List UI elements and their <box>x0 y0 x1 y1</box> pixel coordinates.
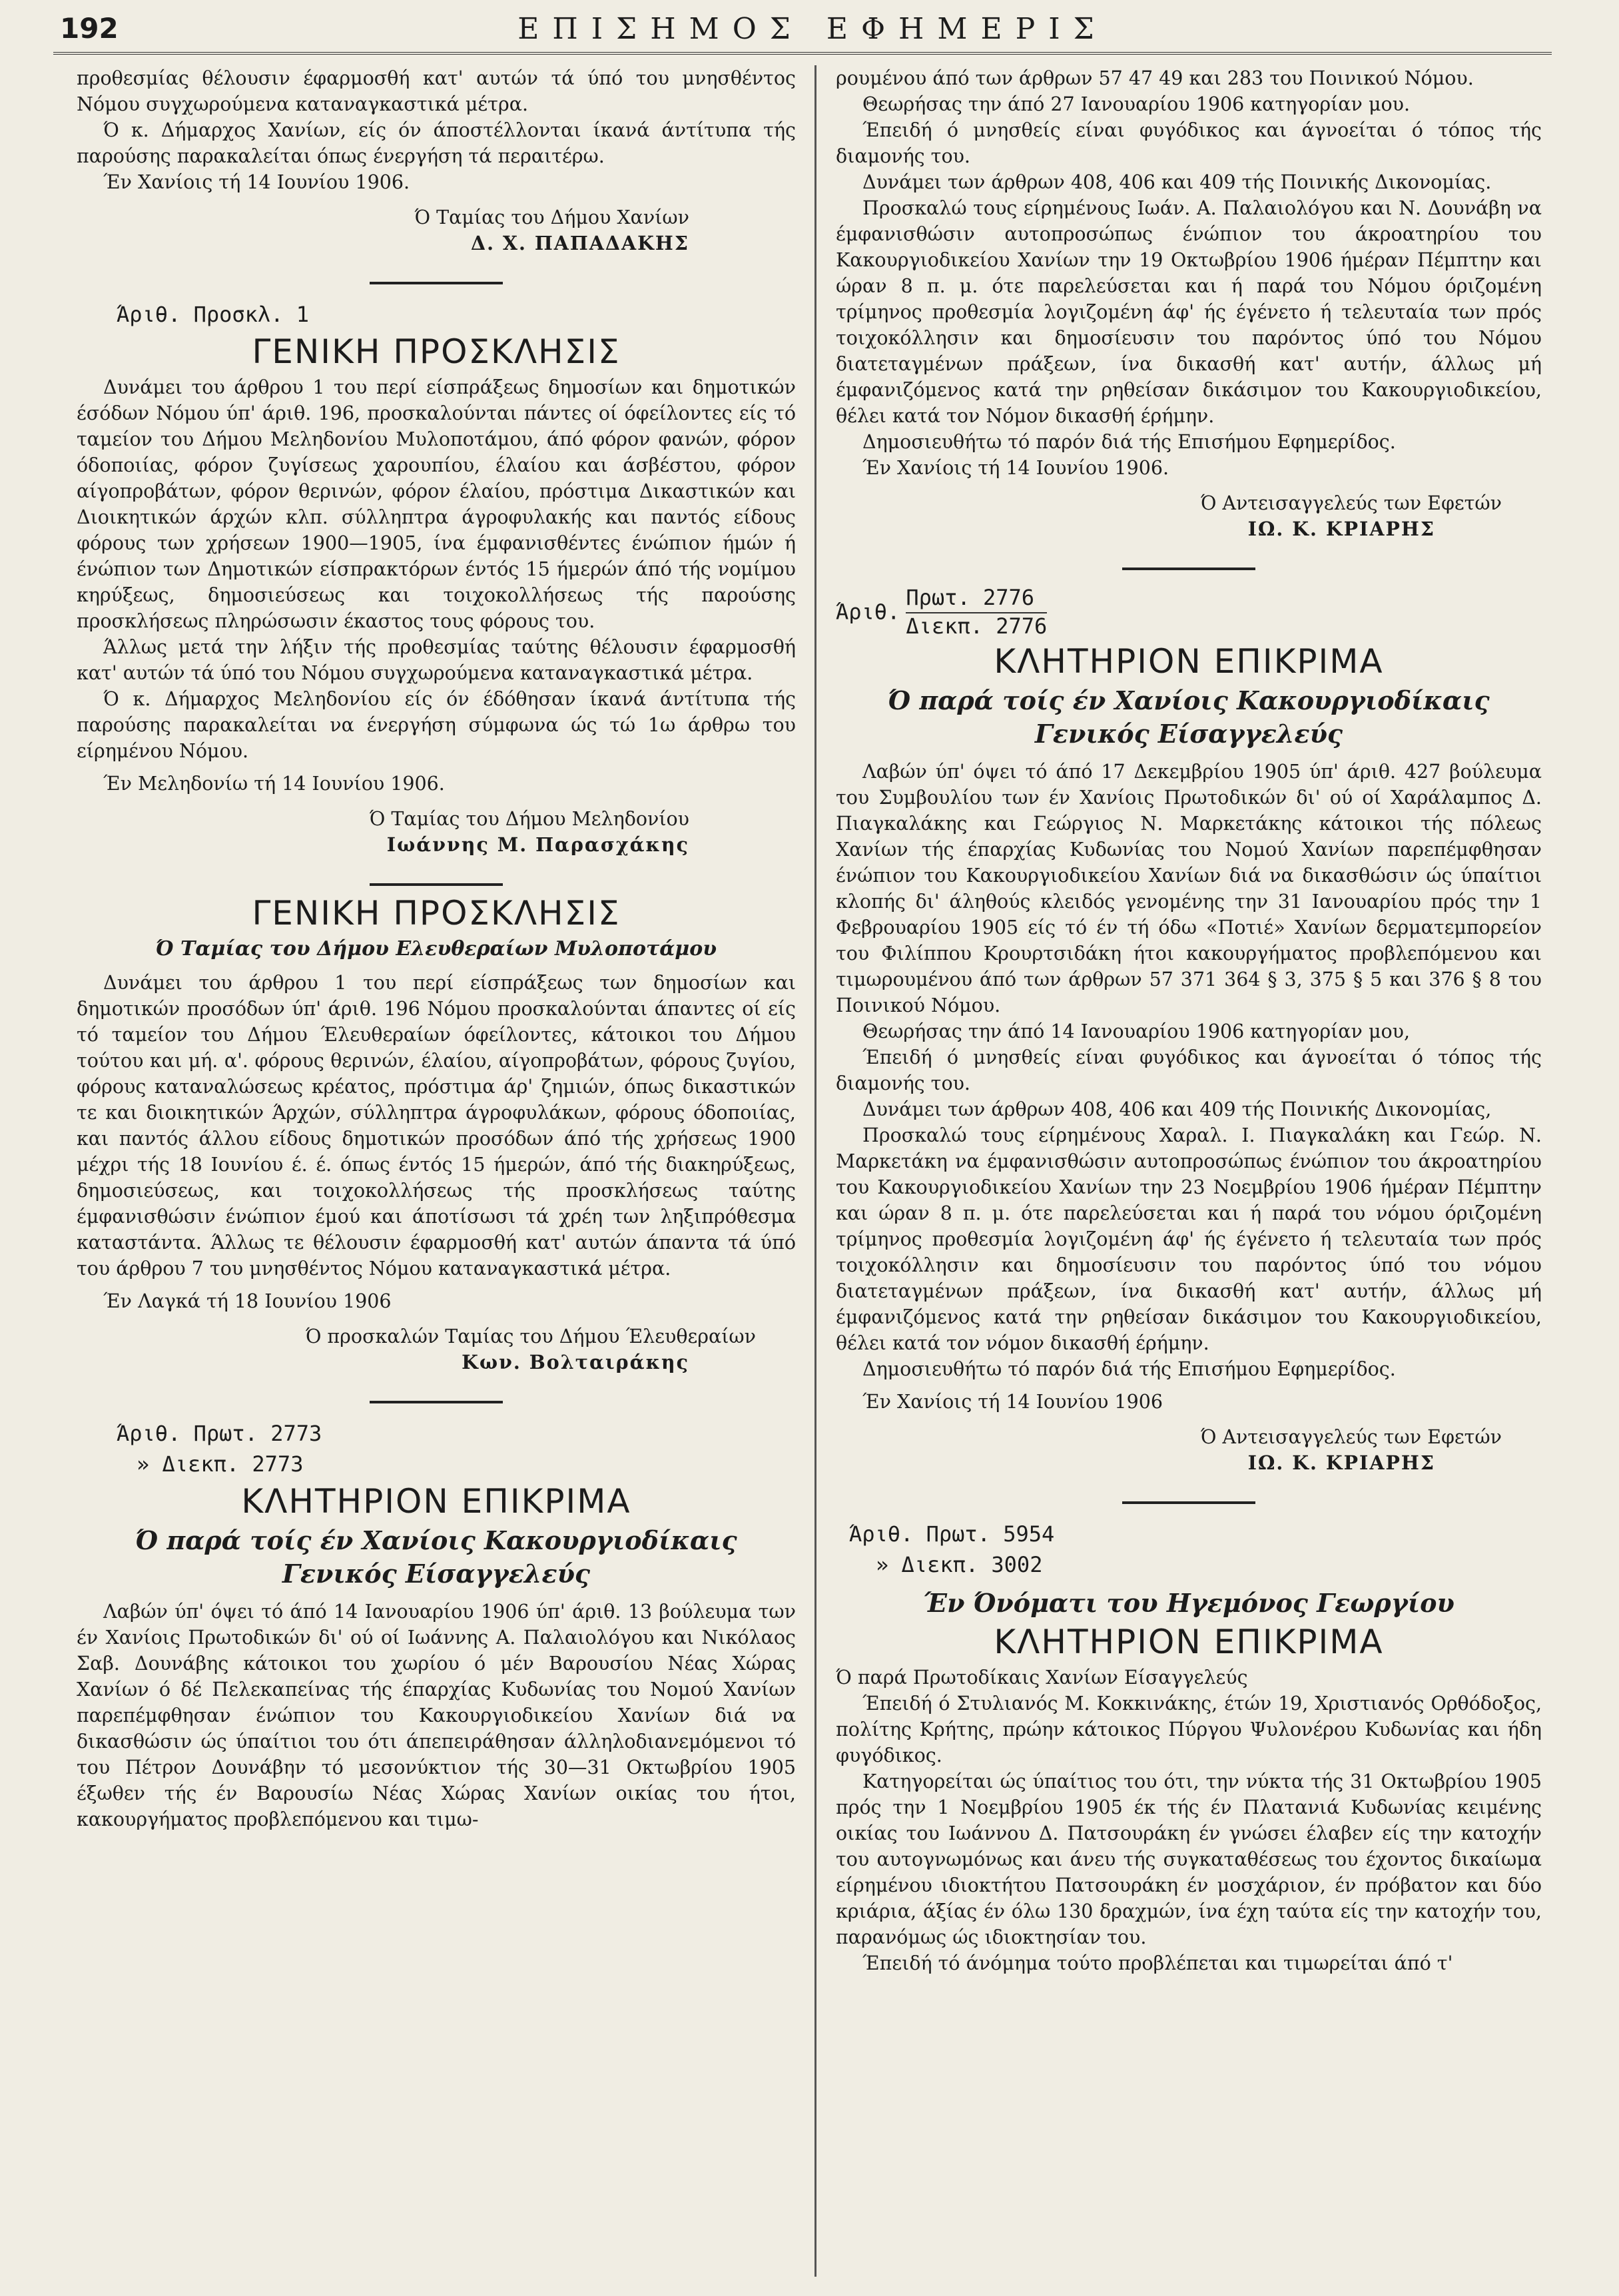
reference-dispatch: » Διεκπ. 3002 <box>876 1552 1043 1577</box>
reference-dispatch: Διεκπ. 2776 <box>906 613 1048 639</box>
signature-name: ΙΩ. Κ. ΚΡΙΑΡΗΣ <box>1247 1451 1435 1474</box>
signature-role: Ό προσκαλών Ταμίας του Δήμου Έλευθεραίων <box>305 1326 756 1347</box>
section-divider <box>370 1401 503 1403</box>
reference-protocol: Άριθ. Πρωτ. 2773 <box>117 1421 322 1446</box>
paragraph: Ό κ. Δήμαρχος Μεληδονίου είς όν έδόθησαν ίκανά άντίτυπα τής παρούσης παρακαλείται να ένεργήση σύμφωνα ώς τώ 1ω άρθρω του είρημένου Νόμου. <box>77 688 796 762</box>
paragraph: προθεσμίας θέλουσιν έφαρμοσθή κατ' αυτών τά ύπό του μνησθέντος Νόμου συγχωρούμενα καταναγκαστικά μέτρα. <box>77 67 796 115</box>
paragraph: Δημοσιευθήτω τό παρόν διά τής Επισήμου Εφημερίδος. <box>862 1358 1396 1380</box>
signature-name: Ιωάννης Μ. Παρασχάκης <box>386 833 689 856</box>
paragraph: Δυνάμει των άρθρων 408, 406 και 409 τής Ποινικής Δικονομίας, <box>862 1098 1492 1120</box>
signature-role: Ό Ταμίας του Δήμου Μεληδονίου <box>369 808 689 830</box>
notice-subtitle: Ό παρά τοίς έν Χανίοις Κακουργιοδίκαις <box>888 685 1490 715</box>
section-divider <box>1122 1501 1255 1504</box>
notice-title: ΚΛΗΤΗΡΙΟΝ ΕΠΙΚΡΙΜΑ <box>241 1482 631 1521</box>
notice-title: ΓΕΝΙΚΗ ΠΡΟΣΚΛΗΣΙΣ <box>252 894 621 933</box>
signature-name: Δ. Χ. ΠΑΠΑΔΑΚΗΣ <box>470 232 689 254</box>
date-line: Έν Χανίοις τή 14 Ιουνίου 1906. <box>103 171 410 193</box>
page-header <box>47 7 1578 53</box>
notice-title: ΓΕΝΙΚΗ ΠΡΟΣΚΛΗΣΙΣ <box>252 332 621 371</box>
reference-label: Άριθ. <box>836 599 900 625</box>
reference-protocol: Άριθ. Πρωτ. 5954 <box>849 1521 1055 1547</box>
paragraph: Προσκαλώ τους είρημένους Ιωάν. Α. Παλαιολόγου και Ν. Δουνάβη να έμφανισθώσιν αυτοπροσώπως ένώπιον του άκροατηρίου του Κακουργιοδικείου Χανίων την 19 Οκτωβρίου 1906 ήμέραν Πέμπτην και ώραν 8 π. μ. ότε παρελεύσεται και ή παρά του Νόμου όριζομένη τρίμηνος προθεσμία λογιζομένη άφ' ής έγένετο ή τελευταία των πρός τοιχοκόλλησιν και δημοσίευσιν του παρόντος ύπό του Νόμου διατεταγμένων πράξεων, ίνα δικασθή κατ' αυτήν, άλλως μή έμφανιζόμενος κατά την ρηθείσαν δικάσιμον του Κακουργιοδικείου, θέλει κατά τον Νόμον δικασθή έρήμην. <box>836 197 1542 427</box>
section-divider <box>370 883 503 886</box>
paragraph: ρουμένου άπό των άρθρων 57 47 49 και 283 του Ποινικού Νόμου. <box>836 67 1474 89</box>
section-divider <box>1122 568 1255 570</box>
signature-name: ΙΩ. Κ. ΚΡΙΑΡΗΣ <box>1247 518 1435 540</box>
signature-role: Ό Ταμίας του Δήμου Χανίων <box>414 206 689 228</box>
paragraph: Δημοσιευθήτω τό παρόν διά τής Επισήμου Εφημερίδος. <box>862 431 1396 453</box>
right-column <box>836 65 1542 1976</box>
section-divider <box>370 282 503 284</box>
paragraph: Λαβών ύπ' όψει τό άπό 17 Δεκεμβρίου 1905 ύπ' άριθ. 427 βούλευμα του Συμβουλίου των έν Χανίοις Πρωτοδικών δι' ού οί Χαράλαμπος Δ. Πιαγκαλάκης και Γεώργιος Ν. Μαρκετάκης κάτοικοι τής πόλεως Χανίων τής έπαρχίας Κυδωνίας του Νομού Χανίων παρεπέμφθησαν ένώπιον του Κακουργιοδικείου Χανίων διά να δικασθώσιν ώς ύπαίτιοι κλοπής δι' άληθούς κλειδός γενομένης την 31 Ιανουαρίου πρός την 1 Φεβρουαρίου 1905 είς τό έν τή όδω «Ποτιέ» Χανίων δερματεμπορείον του Φιλίππου Κρουρτσιδάκη ήτοι κακουργήματος προβλεπόμενου και τιμωρουμένου άπό των άρθρων 57 371 364 § 3, 375 § 5 και 376 § 8 του Ποινικού Νόμου. <box>836 761 1542 1016</box>
date-line: Έν Χανίοις τή 14 Ιουνίου 1906. <box>862 457 1169 479</box>
notice-subtitle: Ό παρά τοίς έν Χανίοις Κακουργιοδίκαις <box>135 1525 737 1555</box>
reference-protocol: Πρωτ. 2776 <box>906 585 1047 613</box>
notice-heading: Έν Όνόματι του Ηγεμόνος Γεωργίου <box>923 1588 1455 1618</box>
notice-subtitle: Ό Ταμίας του Δήμου Ελευθεραίων Μυλοποτάμου <box>155 937 717 960</box>
notice-subtitle: Γενικός Είσαγγελεύς <box>282 1559 591 1589</box>
signature-name: Κων. Βολταιράκης <box>462 1351 689 1373</box>
paragraph: Ό κ. Δήμαρχος Χανίων, είς όν άποστέλλονται ίκανά άντίτυπα τής παρούσης παρακαλείται όπως ένεργήση τά περαιτέρω. <box>77 119 796 167</box>
reference-number: Άριθ. Προσκλ. 1 <box>117 302 309 327</box>
left-column <box>77 65 796 1832</box>
signature-role: Ό Αντεισαγγελεύς των Εφετών <box>1200 492 1502 514</box>
reference-numbers <box>906 585 1047 639</box>
paragraph: Δυνάμει του άρθρου 1 του περί είσπράξεως των δημοσίων και δημοτικών προσόδων ύπ' άριθ. 196 Νόμου προσκαλούνται άπαντες οί είς τό ταμείον του Δήμου Έλευθεραίων όφείλοντες, κάτοικοι του Δήμου τούτου και μή. α'. φόρους θερινών, έλαίου, αίγοπροβάτων, φόρους ζυγίου, φόρους καταναλώσεως κρέατος, πρόστιμα άρ' ζημιών, όπως δικαστικών τε και διοικητικών Άρχών, σύλληπτρα άγροφυλάκων, φόρους όδοποιίας, και παντός άλλου είδους δημοτικών προσόδων άπό τής χρήσεως 1900 μέχρι τής 18 Ιουνίου έ. έ. όπως έντός 15 ήμερών, άπό τής διακηρύξεως, δημοσιεύσεως, και τοιχοκολλήσεως τής προσκλήσεως ταύτης έμφανισθώσιν ένώπιον έμού και άποτίσωσι τά χρέη των ληξιπρόθεσμα καταστάντα. Άλλως τε θέλουσιν έφαρμοσθή κατ' αυτών άπαντα τά ύπό του άρθρου 7 του μνησθέντος Νόμου καταναγκαστικά μέτρα. <box>77 972 796 1280</box>
notice-subtitle: Ό παρά Πρωτοδίκαις Χανίων Είσαγγελεύς <box>836 1667 1248 1689</box>
paragraph: Έπειδή ό Στυλιανός Μ. Κοκκινάκης, έτών 19, Χριστιανός Ορθόδοξος, πολίτης Κρήτης, πρώην κάτοικος Πύργου Ψυλονέρου Κυδωνίας και ήδη φυγόδικος. <box>836 1693 1542 1766</box>
paragraph: Προσκαλώ τους είρημένους Χαραλ. Ι. Πιαγκαλάκη και Γεώρ. Ν. Μαρκετάκη να έμφανισθώσιν αυτοπροσώπως ένώπιον του άκροατηρίου του Κακουργιοδικείου Χανίων την 23 Νοεμβρίου 1906 ήμέραν Πέμπτην και ώραν 8 π. μ. ότε παρελεύσεται και ή παρά του νόμου όριζομένη τρίμηνος προθεσμία λογιζομένη άφ' ής έγένετο ή τελευταία των πρός τοιχοκόλλησιν και δημοσίευσιν του παρόντος ύπό του νόμου διατεταγμένων πράξεων, ίνα δικασθή κατ' αυτήν, άλλως μή έμφανιζόμενος κατά την ρηθείσαν δικάσιμον του Κακουργιοδικείου, θέλει κατά τον νόμον δικασθή έρήμην. <box>836 1124 1542 1354</box>
reference-block <box>836 585 1542 639</box>
column-divider <box>814 65 816 2277</box>
paragraph: Έπειδή ό μνησθείς είναι φυγόδικος και άγνοείται ό τόπος τής διαμονής του. <box>836 1046 1542 1094</box>
signature-role: Ό Αντεισαγγελεύς των Εφετών <box>1200 1426 1502 1448</box>
paragraph: Θεωρήσας την άπό 27 Ιανουαρίου 1906 κατηγορίαν μου. <box>862 93 1411 115</box>
notice-title: ΚΛΗΤΗΡΙΟΝ ΕΠΙΚΡΙΜΑ <box>994 642 1384 681</box>
date-line: Έν Χανίοις τή 14 Ιουνίου 1906 <box>862 1391 1163 1413</box>
paragraph: Λαβών ύπ' όψει τό άπό 14 Ιανουαρίου 1906 ύπ' άριθ. 13 βούλευμα των έν Χανίοις Πρωτοδικών δι' ού οί Ιωάννης Α. Παλαιολόγου και Νικόλαος Σαβ. Δουνάβης κάτοικοι του χωρίου ό μέν Βαρουσίου Νέας Χώρας Χανίων ό δέ Πελεκαπείνας τής έπαρχίας Κυδωνίας του Νομού Χανίων παρεπέμφθησαν ένώπιον του Κακουργιοδικείου Χανίων διά να δικασθώσιν ώς ύπαίτιοι του ότι άπεπειράθησαν άλληλοδιανεμόμενοι τό του Πέτρον Δουνάβην τό μεσονύκτιον τής 30—31 Οκτωβρίου 1905 έξωθεν τής έν Βαρουσίω Νέας Χώρας Χανίων οικίας του ήτοι, κακουργήματος προβλεπόμενου και τιμω- <box>77 1601 796 1830</box>
paragraph: Κατηγορείται ώς ύπαίτιος του ότι, την νύκτα τής 31 Οκτωβρίου 1905 πρός την 1 Νοεμβρίου 1905 έκ τής έν Πλατανιά Κυδωνίας κειμένης οικίας του Ιωάννου Δ. Πατσουράκη έν γνώσει έλαβεν είς την κατοχήν του αυτογνωμόνως και άνευ τής συγκαταθέσεως του έχοντος δικαίωμα είρημένου ιδιοκτήτου Πατσουράκη έν μοσχάριον, έν πρόβατον και δύο κριάρια, άξίας έν όλω 130 δραχμών, ίνα έχη ταύτα είς την κατοχήν του, παρανόμως ώς ιδιοκτησίαν του. <box>836 1770 1542 1948</box>
paragraph: Θεωρήσας την άπό 14 Ιανουαρίου 1906 κατηγορίαν μου, <box>862 1020 1411 1042</box>
masthead-title: ΕΠΙΣΗΜΟΣ ΕΦΗΜΕΡΙΣ <box>517 12 1108 46</box>
date-line: Έν Μεληδονίω τή 14 Ιουνίου 1906. <box>103 773 445 795</box>
notice-subtitle: Γενικός Είσαγγελεύς <box>1034 719 1343 749</box>
paragraph: Έπειδή ό μνησθείς είναι φυγόδικος και άγνοείται ό τόπος τής διαμονής του. <box>836 119 1542 167</box>
notice-title: ΚΛΗΤΗΡΙΟΝ ΕΠΙΚΡΙΜΑ <box>994 1623 1384 1661</box>
paragraph: Δυνάμει του άρθρου 1 του περί είσπράξεως δημοσίων και δημοτικών έσόδων Νόμου ύπ' άριθ. 196, προσκαλούνται πάντες οί όφείλοντες είς τό ταμείον του Δήμου Μεληδονίου Μυλοποτάμου, άπό φόρον φανών, φόρον όδοποιίας, φόρον ζυγίσεως χαρουπίου, έλαίου και άσβέστου, φόρον αίγοπροβάτων, φόρον θερινών, φόρον έλαίου, πρόστιμα Δικαστικών και Διοικητικών άρχών κλπ. σύλληπτρα άγροφυλακής και παντός είδους φόρους των χρήσεων 1900—1905, ίνα έμφανισθέντες ένώπιον ήμών ή ένώπιον των Δημοτικών είσπρακτόρων έντός 15 ήμερών άπό τής νομίμου κηρύξεως, δημοσιεύσεως και τοιχοκολλήσεως τής παρούσης προσκλήσεως πληρώσωσιν έκαστος τους φόρους του. <box>77 376 796 632</box>
date-line: Έν Λαγκά τή 18 Ιουνίου 1906 <box>103 1290 392 1312</box>
paragraph: Έπειδή τό άνόμημα τούτο προβλέπεται και τιμωρείται άπό τ' <box>862 1952 1453 1974</box>
reference-dispatch: » Διεκπ. 2773 <box>137 1451 304 1477</box>
paragraph: Άλλως μετά την λήξιν τής προθεσμίας ταύτης θέλουσιν έφαρμοσθή κατ' αυτών τά ύπό του Νόμου συγχωρούμενα καταναγκαστικά μέτρα. <box>77 636 796 684</box>
paragraph: Δυνάμει των άρθρων 408, 406 και 409 τής Ποινικής Δικονομίας. <box>862 171 1492 193</box>
page-number: 192 <box>60 12 119 45</box>
header-rule <box>53 52 1552 55</box>
